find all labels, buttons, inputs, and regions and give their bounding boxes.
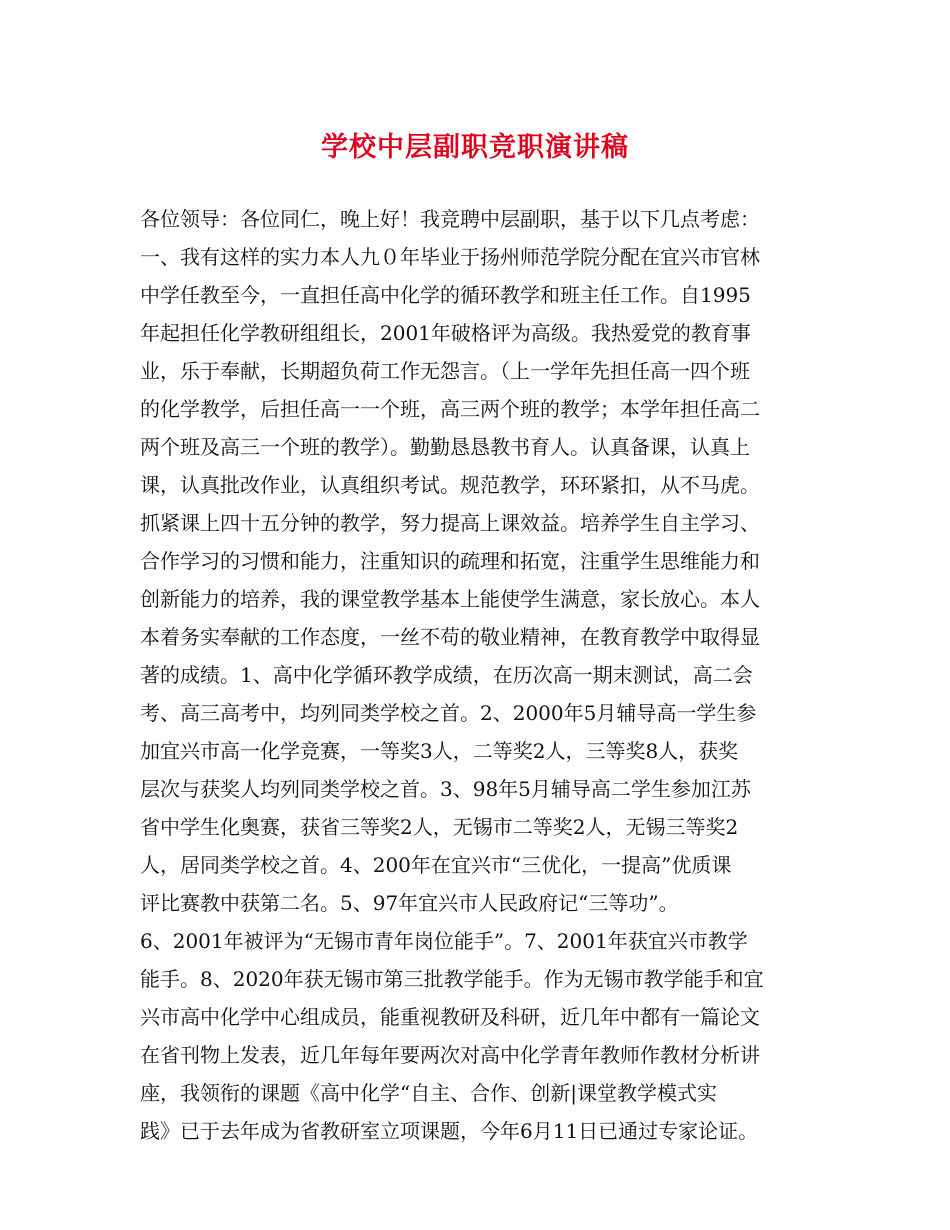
body-line: 加宜兴市高一化学竞赛，一等奖3人，二等奖2人，三等奖8人，获奖 [140, 739, 739, 763]
body-line: 创新能力的培养，我的课堂教学基本上能使学生满意，家长放心。本人 [140, 587, 760, 611]
body-line: 课，认真批改作业，认真组织考试。规范教学，环环紧扣，从不马虎。 [140, 473, 760, 497]
body-line: 践》已于去年成为省教研室立项课题，今年6月11日已通过专家论证。 [140, 1119, 759, 1143]
body-line: 业，乐于奉献，长期超负荷工作无怨言。（上一学年先担任高一四个班 [140, 359, 750, 383]
body-line: 人，居同类学校之首。4、200年在宜兴市“三优化，一提高”优质课 [140, 853, 732, 877]
body-line: 两个班及高三一个班的教学）。勤勤恳恳教书育人。认真备课，认真上 [140, 435, 750, 459]
body-line: 本着务实奉献的工作态度，一丝不苟的敬业精神，在教育教学中取得显 [140, 625, 760, 649]
body-line: 在省刊物上发表，近几年每年要两次对高中化学青年教师作教材分析讲 [140, 1043, 760, 1067]
body-line: 兴市高中化学中心组成员，能重视教研及科研，近几年中都有一篇论文 [140, 1005, 760, 1029]
body-line: 6、2001年被评为“无锡市青年岗位能手”。7、2001年获宜兴市教学 [140, 929, 748, 953]
body-line: 抓紧课上四十五分钟的教学，努力提高上课效益。培养学生自主学习、 [140, 511, 760, 535]
body-line: 能手。8、2020年获无锡市第三批教学能手。作为无锡市教学能手和宜 [140, 967, 764, 991]
body-line: 评比赛教中获第二名。5、97年宜兴市人民政府记“三等功”。 [140, 891, 679, 915]
body-line: 层次与获奖人均列同类学校之首。3、98年5月辅导高二学生参加江苏 [140, 777, 751, 801]
body-line: 中学任教至今，一直担任高中化学的循环教学和班主任工作。自1995 [140, 283, 751, 307]
body-line: 座，我领衔的课题《高中化学“自主、合作、创新|课堂教学模式实 [140, 1081, 717, 1105]
body-line: 一、我有这样的实力本人九０年毕业于扬州师范学院分配在宜兴市官林 [140, 245, 760, 269]
body-line: 省中学生化奥赛，获省三等奖2人，无锡市二等奖2人，无锡三等奖2 [140, 815, 739, 839]
body-line: 年起担任化学教研组组长，2001年破格评为高级。我热爱党的教育事 [140, 321, 751, 345]
body-line: 著的成绩。1、高中化学循环教学成绩，在历次高一期末测试，高二会 [140, 663, 753, 687]
body-line: 考、高三高考中，均列同类学校之首。2、2000年5月辅导高一学生参 [140, 701, 757, 725]
document-title: 学校中层副职竞职演讲稿 [321, 132, 629, 163]
body-line: 合作学习的习惯和能力，注重知识的疏理和拓宽，注重学生思维能力和 [140, 549, 760, 573]
body-line: 各位领导：各位同仁，晚上好！我竞聘中层副职，基于以下几点考虑： [140, 207, 760, 231]
body-line: 的化学教学，后担任高一一个班，高三两个班的教学；本学年担任高二 [140, 397, 760, 421]
document-body [140, 200, 830, 1150]
